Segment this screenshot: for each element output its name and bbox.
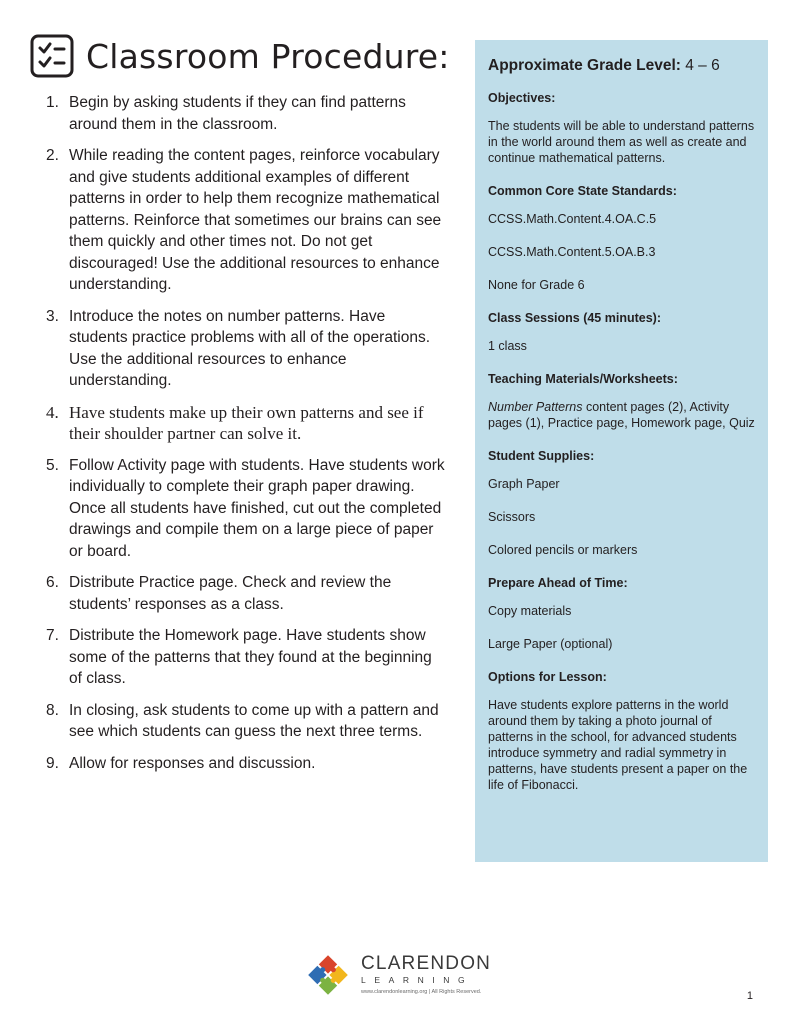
procedure-list <box>46 92 446 784</box>
step-text: Follow Activity page with students. Have students work individually to complete their graph paper drawing. Once all students have finished, cut out the completed drawings and compile them on a large piece of paper or board. <box>69 456 445 560</box>
step-text: Allow for responses and discussion. <box>69 754 316 772</box>
grade-level-label: Approximate Grade Level: <box>488 57 681 74</box>
step-text: While reading the content pages, reinforce vocabulary and give students additional examples of different patterns in order to help them recognize mathematical patterns. Reinforce that sometimes our brains can see them quickly and other times not. Do not get discouraged! Use the additional resources to enhance understanding. <box>69 147 442 293</box>
standard-item: CCSS.Math.Content.4.OA.C.5 <box>488 212 657 226</box>
puzzle-logo-icon <box>303 950 353 1000</box>
step-number: 4. <box>46 402 59 422</box>
class-sessions-text: 1 class <box>488 339 527 353</box>
standard-item: CCSS.Math.Content.5.OA.B.3 <box>488 245 656 259</box>
standards-heading: Common Core State Standards: <box>488 184 677 198</box>
procedure-step <box>46 145 446 296</box>
logo-name: CLARENDON <box>361 952 492 974</box>
procedure-step <box>46 306 446 392</box>
step-text: In closing, ask students to come up with a pattern and see which students can guess the next three terms. <box>69 701 439 740</box>
page-header <box>30 28 450 84</box>
checklist-icon <box>30 34 74 78</box>
step-text: Distribute the Homework page. Have students show some of the patterns that they found at the beginning of class. <box>69 627 432 687</box>
supply-item: Colored pencils or markers <box>488 543 638 557</box>
step-number: 6. <box>46 574 59 591</box>
supplies-heading: Student Supplies: <box>488 449 595 463</box>
step-number: 9. <box>46 754 59 772</box>
grade-level-value: 4 – 6 <box>680 57 720 74</box>
standard-item: None for Grade 6 <box>488 278 585 292</box>
options-text: Have students explore patterns in the world around them by taking a photo journal of patterns in the school, for advanced students introduce symmetry and radial symmetry in patterns, have students present a paper on the life of Fibonacci. <box>488 698 748 792</box>
step-number: 7. <box>46 627 59 644</box>
step-text: Begin by asking students if they can find patterns around them in the classroom. <box>69 94 406 133</box>
clarendon-logo <box>303 950 491 1000</box>
step-number: 3. <box>46 307 59 325</box>
logo-url: www.clarendonlearning.org | All Rights Reserved. <box>361 988 482 995</box>
step-number: 1. <box>46 94 59 111</box>
procedure-step <box>46 92 446 135</box>
prepare-heading: Prepare Ahead of Time: <box>488 576 628 590</box>
page-number: 1 <box>746 990 753 1002</box>
procedure-step <box>46 402 446 445</box>
procedure-step <box>46 572 446 615</box>
procedure-step <box>46 700 446 743</box>
materials-list: content pages (2), Activity pages (1), Practice page, Homework page, Quiz <box>488 400 755 430</box>
prepare-item: Large Paper (optional) <box>488 637 613 651</box>
logo-text <box>361 954 491 997</box>
page-title: Classroom Procedure: <box>86 36 450 76</box>
prepare-item: Copy materials <box>488 604 572 618</box>
objectives-text: The students will be able to understand patterns in the world around them as well as create and continue mathematical patterns. <box>488 119 755 165</box>
supply-item: Graph Paper <box>488 477 560 491</box>
grade-level <box>488 56 756 76</box>
procedure-step <box>46 625 446 690</box>
materials-text <box>488 399 756 431</box>
options-heading: Options for Lesson: <box>488 670 607 684</box>
objectives-heading: Objectives: <box>488 91 556 105</box>
step-text: Have students make up their own patterns and see if their shoulder partner can solve it. <box>69 402 424 443</box>
materials-title: Number Patterns <box>488 400 583 414</box>
supply-item: Scissors <box>488 510 536 524</box>
step-text: Distribute Practice page. Check and review the students’ responses as a class. <box>69 574 392 613</box>
materials-heading: Teaching Materials/Worksheets: <box>488 372 678 386</box>
class-sessions-heading: Class Sessions (45 minutes): <box>488 311 661 325</box>
procedure-step <box>46 753 446 775</box>
lesson-info-sidebar <box>475 40 768 862</box>
logo-subtitle: LEARNING <box>361 974 474 985</box>
step-number: 5. <box>46 456 59 474</box>
procedure-step <box>46 455 446 563</box>
step-number: 2. <box>46 147 59 164</box>
step-text: Introduce the notes on number patterns. Have students practice problems with all of the operations. Use the additional resources to enhance understanding. <box>69 307 430 389</box>
step-number: 8. <box>46 701 59 719</box>
